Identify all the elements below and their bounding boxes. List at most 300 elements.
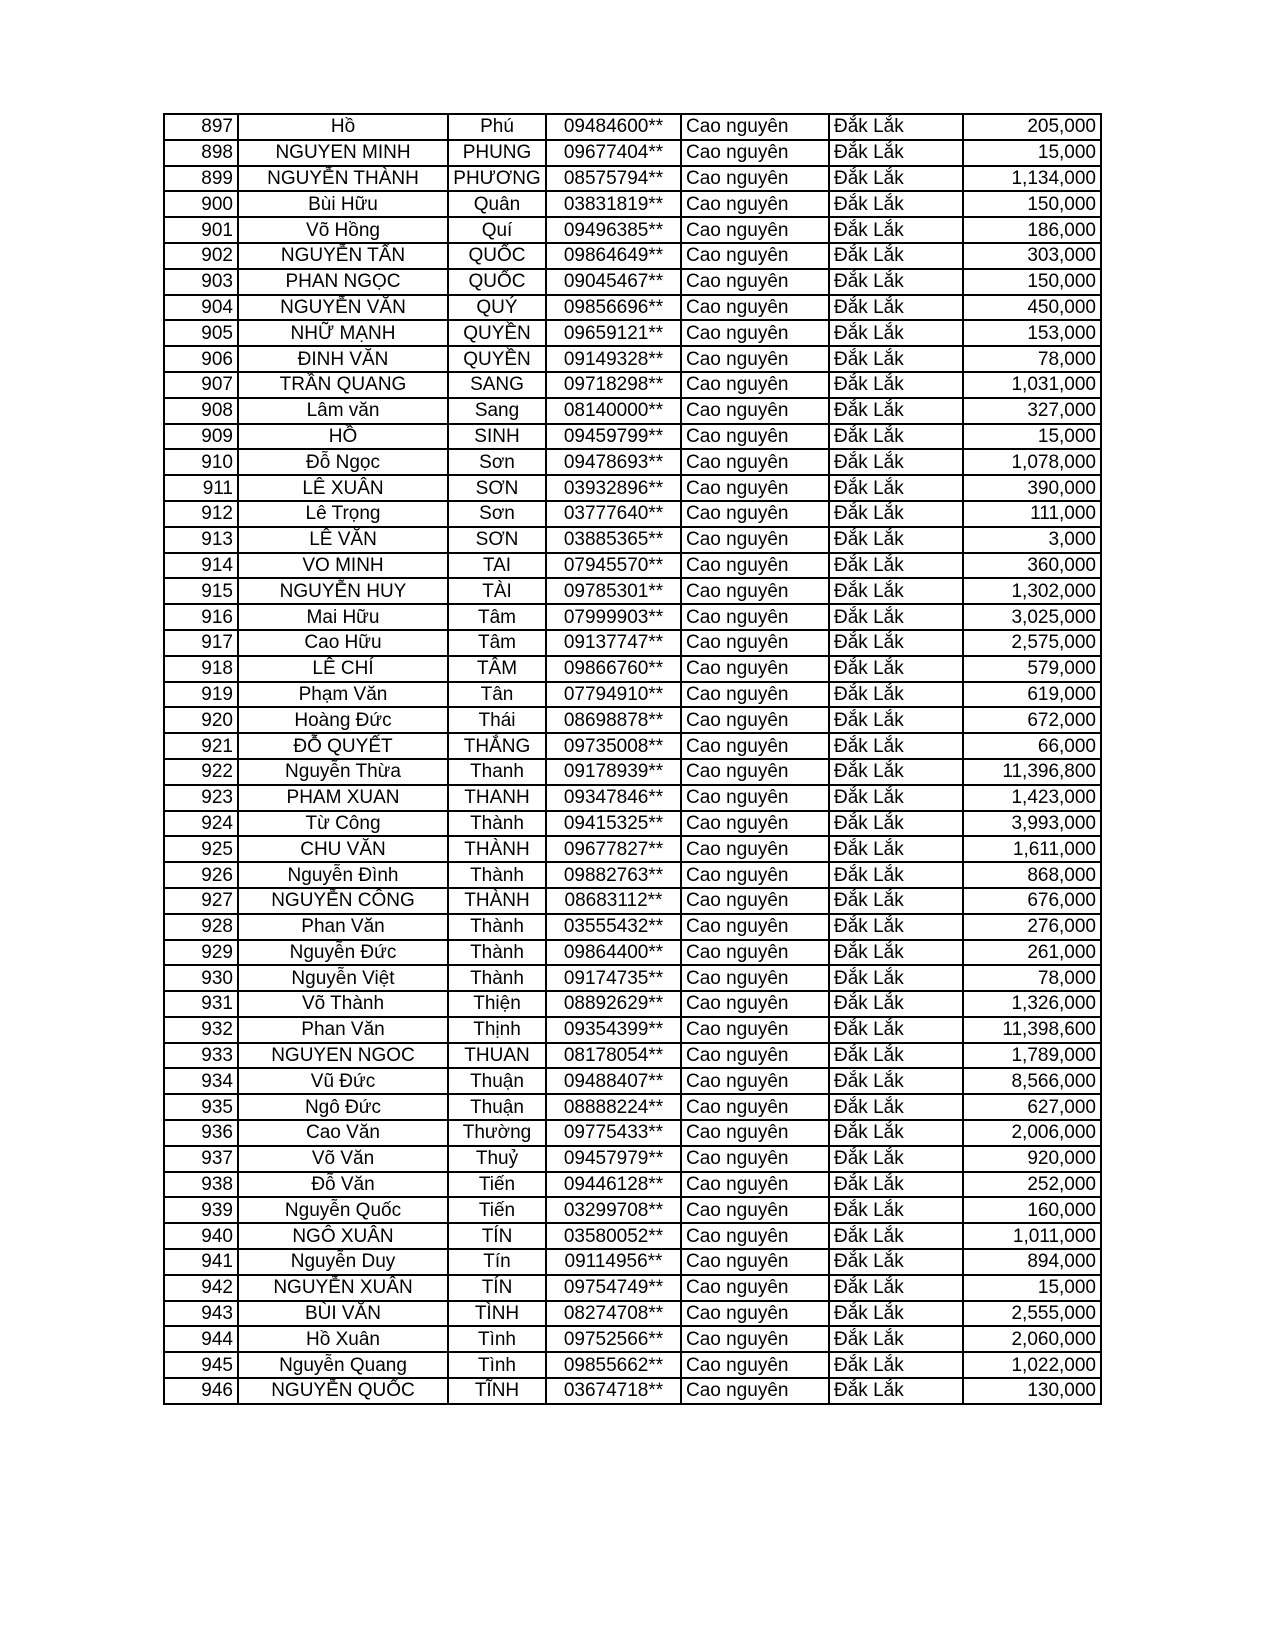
first-name-cell: THÀNH [448,836,546,862]
region-cell: Cao nguyên [681,1017,829,1043]
row-number-cell: 902 [164,243,238,269]
row-number-cell: 906 [164,346,238,372]
last-name-cell: Hồ [238,114,448,140]
table-row [164,114,1101,140]
first-name-cell: Tiến [448,1197,546,1223]
last-name-cell: NGUYỄN QUỐC [238,1378,448,1404]
amount-cell: 579,000 [963,656,1101,682]
province-cell: Đắk Lắk [829,836,963,862]
phone-number-cell: 09659121** [546,320,681,346]
phone-number-cell: 07794910** [546,682,681,708]
table-row [164,191,1101,217]
table-row [164,346,1101,372]
amount-cell: 3,025,000 [963,604,1101,630]
row-number-cell: 938 [164,1172,238,1198]
province-cell: Đắk Lắk [829,991,963,1017]
province-cell: Đắk Lắk [829,733,963,759]
row-number-cell: 920 [164,707,238,733]
table-body [164,114,1101,1404]
region-cell: Cao nguyên [681,630,829,656]
amount-cell: 450,000 [963,295,1101,321]
row-number-cell: 897 [164,114,238,140]
region-cell: Cao nguyên [681,1172,829,1198]
last-name-cell: CHU VĂN [238,836,448,862]
phone-number-cell: 09149328** [546,346,681,372]
first-name-cell: Thuỷ [448,1146,546,1172]
row-number-cell: 907 [164,372,238,398]
row-number-cell: 943 [164,1301,238,1327]
amount-cell: 390,000 [963,475,1101,501]
phone-number-cell: 09677404** [546,140,681,166]
table-row [164,475,1101,501]
region-cell: Cao nguyên [681,243,829,269]
region-cell: Cao nguyên [681,217,829,243]
last-name-cell: NHỮ MẠNH [238,320,448,346]
region-cell: Cao nguyên [681,811,829,837]
last-name-cell: Nguyễn Duy [238,1249,448,1275]
table-row [164,269,1101,295]
province-cell: Đắk Lắk [829,1197,963,1223]
region-cell: Cao nguyên [681,501,829,527]
row-number-cell: 911 [164,475,238,501]
amount-cell: 2,060,000 [963,1326,1101,1352]
phone-number-cell: 09735008** [546,733,681,759]
row-number-cell: 945 [164,1352,238,1378]
row-number-cell: 917 [164,630,238,656]
phone-number-cell: 09137747** [546,630,681,656]
table-row [164,295,1101,321]
province-cell: Đắk Lắk [829,604,963,630]
phone-number-cell: 09677827** [546,836,681,862]
row-number-cell: 904 [164,295,238,321]
amount-cell: 150,000 [963,191,1101,217]
amount-cell: 1,078,000 [963,449,1101,475]
table-row [164,1068,1101,1094]
province-cell: Đắk Lắk [829,501,963,527]
region-cell: Cao nguyên [681,1094,829,1120]
table-row [164,811,1101,837]
last-name-cell: Cao Hữu [238,630,448,656]
region-cell: Cao nguyên [681,449,829,475]
amount-cell: 3,993,000 [963,811,1101,837]
amount-cell: 627,000 [963,1094,1101,1120]
last-name-cell: Võ Thành [238,991,448,1017]
amount-cell: 868,000 [963,862,1101,888]
region-cell: Cao nguyên [681,269,829,295]
region-cell: Cao nguyên [681,1249,829,1275]
province-cell: Đắk Lắk [829,269,963,295]
last-name-cell: VO MINH [238,553,448,579]
first-name-cell: Thanh [448,759,546,785]
row-number-cell: 905 [164,320,238,346]
table-row [164,527,1101,553]
phone-number-cell: 09718298** [546,372,681,398]
table-row [164,1197,1101,1223]
table-row [164,578,1101,604]
table-row [164,1094,1101,1120]
amount-cell: 619,000 [963,682,1101,708]
region-cell: Cao nguyên [681,372,829,398]
phone-number-cell: 03580052** [546,1223,681,1249]
province-cell: Đắk Lắk [829,811,963,837]
region-cell: Cao nguyên [681,733,829,759]
amount-cell: 78,000 [963,965,1101,991]
amount-cell: 8,566,000 [963,1068,1101,1094]
last-name-cell: Hoàng Đức [238,707,448,733]
last-name-cell: NGUYỄN VĂN [238,295,448,321]
last-name-cell: Cao Văn [238,1120,448,1146]
region-cell: Cao nguyên [681,295,829,321]
row-number-cell: 946 [164,1378,238,1404]
row-number-cell: 913 [164,527,238,553]
region-cell: Cao nguyên [681,785,829,811]
first-name-cell: SANG [448,372,546,398]
region-cell: Cao nguyên [681,682,829,708]
amount-cell: 150,000 [963,269,1101,295]
last-name-cell: Nguyễn Quang [238,1352,448,1378]
region-cell: Cao nguyên [681,914,829,940]
region-cell: Cao nguyên [681,1068,829,1094]
table-row [164,243,1101,269]
province-cell: Đắk Lắk [829,553,963,579]
region-cell: Cao nguyên [681,166,829,192]
row-number-cell: 898 [164,140,238,166]
region-cell: Cao nguyên [681,656,829,682]
amount-cell: 78,000 [963,346,1101,372]
phone-number-cell: 09775433** [546,1120,681,1146]
row-number-cell: 918 [164,656,238,682]
amount-cell: 894,000 [963,1249,1101,1275]
row-number-cell: 933 [164,1043,238,1069]
last-name-cell: NGUYỄN XUÂN [238,1275,448,1301]
first-name-cell: TÍN [448,1223,546,1249]
region-cell: Cao nguyên [681,707,829,733]
province-cell: Đắk Lắk [829,785,963,811]
amount-cell: 1,611,000 [963,836,1101,862]
last-name-cell: Lâm văn [238,398,448,424]
amount-cell: 2,575,000 [963,630,1101,656]
province-cell: Đắk Lắk [829,320,963,346]
row-number-cell: 903 [164,269,238,295]
province-cell: Đắk Lắk [829,1249,963,1275]
last-name-cell: NGUYỄN HUY [238,578,448,604]
region-cell: Cao nguyên [681,527,829,553]
amount-cell: 11,398,600 [963,1017,1101,1043]
first-name-cell: TÌNH [448,1301,546,1327]
table-row [164,1301,1101,1327]
province-cell: Đắk Lắk [829,1094,963,1120]
phone-number-cell: 08888224** [546,1094,681,1120]
amount-cell: 1,302,000 [963,578,1101,604]
phone-number-cell: 09045467** [546,269,681,295]
first-name-cell: THANH [448,785,546,811]
last-name-cell: NGUYEN MINH [238,140,448,166]
phone-number-cell: 09855662** [546,1352,681,1378]
row-number-cell: 915 [164,578,238,604]
province-cell: Đắk Lắk [829,1043,963,1069]
first-name-cell: Thịnh [448,1017,546,1043]
phone-number-cell: 09446128** [546,1172,681,1198]
amount-cell: 676,000 [963,888,1101,914]
region-cell: Cao nguyên [681,1275,829,1301]
first-name-cell: TÍN [448,1275,546,1301]
first-name-cell: THÀNH [448,888,546,914]
phone-number-cell: 09488407** [546,1068,681,1094]
row-number-cell: 916 [164,604,238,630]
last-name-cell: Mai Hữu [238,604,448,630]
last-name-cell: LÊ VĂN [238,527,448,553]
first-name-cell: QUÝ [448,295,546,321]
phone-number-cell: 08575794** [546,166,681,192]
first-name-cell: THẮNG [448,733,546,759]
row-number-cell: 914 [164,553,238,579]
row-number-cell: 923 [164,785,238,811]
table-row [164,449,1101,475]
last-name-cell: Võ Văn [238,1146,448,1172]
last-name-cell: LÊ CHÍ [238,656,448,682]
table-row [164,1275,1101,1301]
table-row [164,630,1101,656]
phone-number-cell: 09785301** [546,578,681,604]
province-cell: Đắk Lắk [829,1017,963,1043]
table-row [164,785,1101,811]
table-row [164,1352,1101,1378]
province-cell: Đắk Lắk [829,449,963,475]
last-name-cell: Võ Hồng [238,217,448,243]
table-row [164,1249,1101,1275]
amount-cell: 672,000 [963,707,1101,733]
first-name-cell: QUỐC [448,243,546,269]
amount-cell: 252,000 [963,1172,1101,1198]
phone-number-cell: 09484600** [546,114,681,140]
table-row [164,1043,1101,1069]
row-number-cell: 927 [164,888,238,914]
region-cell: Cao nguyên [681,836,829,862]
first-name-cell: Thái [448,707,546,733]
phone-number-cell: 09354399** [546,1017,681,1043]
row-number-cell: 936 [164,1120,238,1146]
province-cell: Đắk Lắk [829,682,963,708]
first-name-cell: TÂM [448,656,546,682]
first-name-cell: THUAN [448,1043,546,1069]
amount-cell: 160,000 [963,1197,1101,1223]
row-number-cell: 940 [164,1223,238,1249]
province-cell: Đắk Lắk [829,1301,963,1327]
phone-number-cell: 03555432** [546,914,681,940]
last-name-cell: NGUYỄN THÀNH [238,166,448,192]
first-name-cell: TAI [448,553,546,579]
first-name-cell: Tín [448,1249,546,1275]
first-name-cell: Quí [448,217,546,243]
region-cell: Cao nguyên [681,140,829,166]
phone-number-cell: 09457979** [546,1146,681,1172]
first-name-cell: Tâm [448,604,546,630]
last-name-cell: Từ Công [238,811,448,837]
table-row [164,707,1101,733]
last-name-cell: Phan Văn [238,914,448,940]
province-cell: Đắk Lắk [829,1275,963,1301]
phone-number-cell: 09882763** [546,862,681,888]
last-name-cell: NGUYEN NGOC [238,1043,448,1069]
province-cell: Đắk Lắk [829,346,963,372]
amount-cell: 2,006,000 [963,1120,1101,1146]
first-name-cell: Tân [448,682,546,708]
first-name-cell: Thiện [448,991,546,1017]
last-name-cell: NGÔ XUÂN [238,1223,448,1249]
last-name-cell: NGUYỄN CÔNG [238,888,448,914]
province-cell: Đắk Lắk [829,656,963,682]
table-row [164,965,1101,991]
amount-cell: 3,000 [963,527,1101,553]
table-row [164,1146,1101,1172]
row-number-cell: 922 [164,759,238,785]
table-row [164,1223,1101,1249]
phone-number-cell: 09864649** [546,243,681,269]
row-number-cell: 909 [164,424,238,450]
region-cell: Cao nguyên [681,424,829,450]
province-cell: Đắk Lắk [829,295,963,321]
first-name-cell: SƠN [448,475,546,501]
first-name-cell: QUYỀN [448,320,546,346]
row-number-cell: 931 [164,991,238,1017]
first-name-cell: Thường [448,1120,546,1146]
first-name-cell: Tình [448,1326,546,1352]
last-name-cell: LÊ XUÂN [238,475,448,501]
province-cell: Đắk Lắk [829,707,963,733]
first-name-cell: PHƯƠNG [448,166,546,192]
last-name-cell: Đỗ Văn [238,1172,448,1198]
table-row [164,733,1101,759]
region-cell: Cao nguyên [681,1352,829,1378]
amount-cell: 66,000 [963,733,1101,759]
province-cell: Đắk Lắk [829,140,963,166]
phone-number-cell: 09347846** [546,785,681,811]
region-cell: Cao nguyên [681,1120,829,1146]
row-number-cell: 937 [164,1146,238,1172]
last-name-cell: Hồ Xuân [238,1326,448,1352]
amount-cell: 920,000 [963,1146,1101,1172]
last-name-cell: Nguyễn Việt [238,965,448,991]
amount-cell: 153,000 [963,320,1101,346]
row-number-cell: 901 [164,217,238,243]
first-name-cell: TÀI [448,578,546,604]
region-cell: Cao nguyên [681,888,829,914]
first-name-cell: Thuận [448,1094,546,1120]
phone-number-cell: 09496385** [546,217,681,243]
row-number-cell: 944 [164,1326,238,1352]
last-name-cell: Lê Trọng [238,501,448,527]
amount-cell: 261,000 [963,940,1101,966]
last-name-cell: ĐỖ QUYẾT [238,733,448,759]
phone-number-cell: 07999903** [546,604,681,630]
amount-cell: 15,000 [963,424,1101,450]
last-name-cell: BÙI VĂN [238,1301,448,1327]
phone-number-cell: 09178939** [546,759,681,785]
phone-number-cell: 09459799** [546,424,681,450]
table-row [164,1172,1101,1198]
first-name-cell: Tâm [448,630,546,656]
first-name-cell: Thành [448,914,546,940]
last-name-cell: Nguyễn Quốc [238,1197,448,1223]
row-number-cell: 934 [164,1068,238,1094]
first-name-cell: Thuận [448,1068,546,1094]
first-name-cell: Tiến [448,1172,546,1198]
table-row [164,1378,1101,1404]
region-cell: Cao nguyên [681,553,829,579]
province-cell: Đắk Lắk [829,424,963,450]
last-name-cell: Đỗ Ngọc [238,449,448,475]
amount-cell: 327,000 [963,398,1101,424]
row-number-cell: 921 [164,733,238,759]
row-number-cell: 900 [164,191,238,217]
row-number-cell: 910 [164,449,238,475]
region-cell: Cao nguyên [681,346,829,372]
last-name-cell: TRẦN QUANG [238,372,448,398]
first-name-cell: SƠN [448,527,546,553]
province-cell: Đắk Lắk [829,914,963,940]
first-name-cell: Thành [448,965,546,991]
last-name-cell: HỒ [238,424,448,450]
table-row [164,320,1101,346]
amount-cell: 130,000 [963,1378,1101,1404]
amount-cell: 1,423,000 [963,785,1101,811]
amount-cell: 2,555,000 [963,1301,1101,1327]
last-name-cell: Bùi Hữu [238,191,448,217]
region-cell: Cao nguyên [681,398,829,424]
table-row [164,166,1101,192]
row-number-cell: 919 [164,682,238,708]
amount-cell: 186,000 [963,217,1101,243]
phone-number-cell: 09478693** [546,449,681,475]
first-name-cell: Quân [448,191,546,217]
table-row [164,888,1101,914]
last-name-cell: Nguyễn Thừa [238,759,448,785]
province-cell: Đắk Lắk [829,372,963,398]
first-name-cell: Thành [448,940,546,966]
first-name-cell: Thành [448,862,546,888]
table-row [164,424,1101,450]
last-name-cell: Phan Văn [238,1017,448,1043]
province-cell: Đắk Lắk [829,398,963,424]
row-number-cell: 942 [164,1275,238,1301]
region-cell: Cao nguyên [681,1043,829,1069]
row-number-cell: 930 [164,965,238,991]
phone-number-cell: 08892629** [546,991,681,1017]
region-cell: Cao nguyên [681,940,829,966]
table-row [164,217,1101,243]
first-name-cell: Sơn [448,449,546,475]
table-row [164,862,1101,888]
region-cell: Cao nguyên [681,475,829,501]
province-cell: Đắk Lắk [829,1352,963,1378]
table-row [164,604,1101,630]
province-cell: Đắk Lắk [829,191,963,217]
region-cell: Cao nguyên [681,965,829,991]
table-row [164,991,1101,1017]
phone-number-cell: 09174735** [546,965,681,991]
row-number-cell: 899 [164,166,238,192]
last-name-cell: Phạm Văn [238,682,448,708]
phone-number-cell: 09856696** [546,295,681,321]
row-number-cell: 935 [164,1094,238,1120]
row-number-cell: 912 [164,501,238,527]
first-name-cell: Sơn [448,501,546,527]
region-cell: Cao nguyên [681,759,829,785]
region-cell: Cao nguyên [681,1197,829,1223]
province-cell: Đắk Lắk [829,1068,963,1094]
phone-number-cell: 03932896** [546,475,681,501]
phone-number-cell: 08178054** [546,1043,681,1069]
